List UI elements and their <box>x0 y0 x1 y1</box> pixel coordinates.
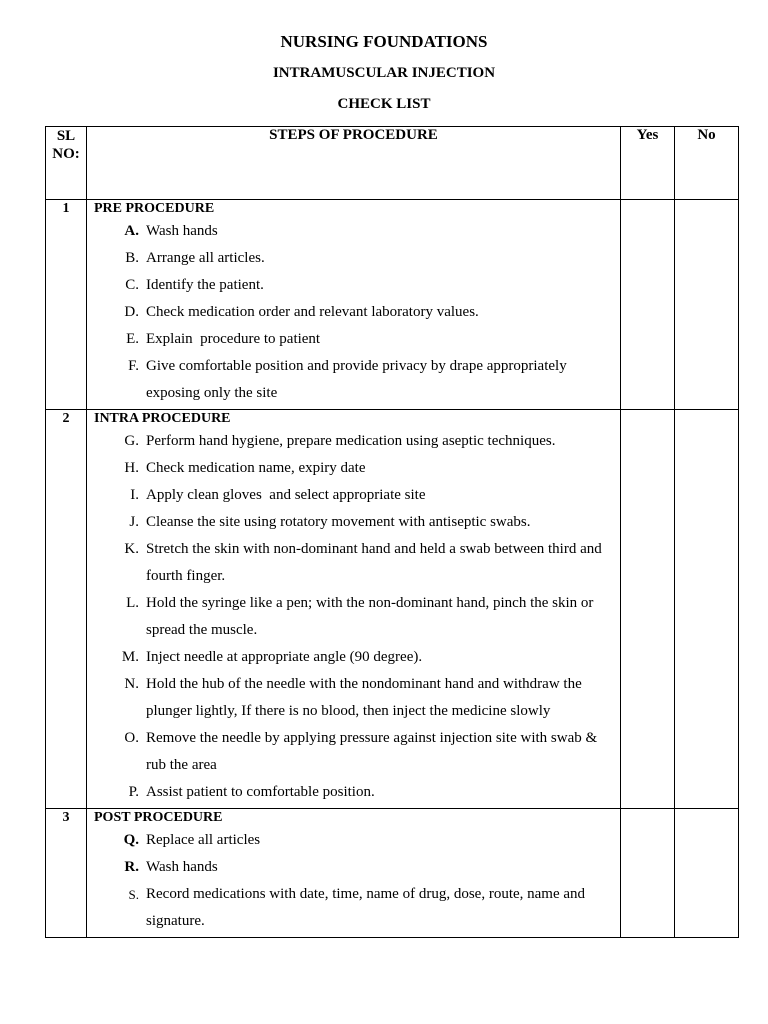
step-letter: E. <box>126 331 139 347</box>
step-letter: C. <box>125 277 139 293</box>
step-letter: A. <box>124 223 139 239</box>
step-list <box>87 428 620 808</box>
section-number: 2 <box>46 410 87 809</box>
step-text: Hold the syringe like a pen; with the non-dominant hand, pinch the skin or spread the muscle. <box>146 595 594 638</box>
step-letter: J. <box>129 514 139 530</box>
step-letter: S. <box>128 887 139 902</box>
step-text: Apply clean gloves and select appropriate site <box>146 487 426 503</box>
list-item <box>87 353 620 407</box>
step-text: Assist patient to comfortable position. <box>146 784 375 800</box>
step-text: Wash hands <box>146 859 218 875</box>
list-item <box>87 245 620 272</box>
section-steps-cell <box>87 410 621 809</box>
yes-checkbox-cell[interactable] <box>621 410 675 809</box>
table-row <box>46 809 739 938</box>
step-letter: F. <box>128 358 139 374</box>
step-text: Check medication name, expiry date <box>146 460 366 476</box>
step-letter: D. <box>124 304 139 320</box>
list-item <box>87 881 620 935</box>
yes-checkbox-cell[interactable] <box>621 809 675 938</box>
section-title: PRE PROCEDURE <box>94 201 215 216</box>
list-item <box>87 590 620 644</box>
step-text: Wash hands <box>146 223 218 239</box>
step-letter: H. <box>124 460 139 476</box>
section-steps-cell <box>87 200 621 410</box>
document-subtitle-checklist: CHECK LIST <box>337 96 431 112</box>
table-row <box>46 410 739 809</box>
table-header-row <box>46 127 739 200</box>
step-text: Identify the patient. <box>146 277 264 293</box>
list-item <box>87 299 620 326</box>
step-text: Perform hand hygiene, prepare medication using aseptic techniques. <box>146 433 556 449</box>
list-item <box>87 671 620 725</box>
step-text: Stretch the skin with non-dominant hand and held a swab between third and fourth finger. <box>146 541 602 584</box>
step-letter: L. <box>126 595 139 611</box>
step-letter: P. <box>128 784 139 800</box>
section-title: INTRA PROCEDURE <box>94 411 231 426</box>
list-item <box>87 428 620 455</box>
step-letter: N. <box>124 676 139 692</box>
list-item <box>87 326 620 353</box>
step-text: Give comfortable position and provide privacy by drape appropriately exposing only the site <box>146 358 567 401</box>
list-item <box>87 725 620 779</box>
list-item <box>87 779 620 806</box>
section-steps-cell <box>87 809 621 938</box>
step-text: Record medications with date, time, name of drug, dose, route, name and signature. <box>146 886 586 929</box>
list-item <box>87 482 620 509</box>
document-title: NURSING FOUNDATIONS <box>280 32 488 51</box>
section-number: 1 <box>46 200 87 410</box>
checklist-table <box>45 126 739 938</box>
header-steps: STEPS OF PROCEDURE <box>87 127 621 200</box>
yes-checkbox-cell[interactable] <box>621 200 675 410</box>
list-item <box>87 854 620 881</box>
document-subtitle: INTRAMUSCULAR INJECTION <box>272 65 496 81</box>
section-title: POST PROCEDURE <box>94 810 223 825</box>
step-list <box>87 827 620 937</box>
step-list <box>87 218 620 409</box>
step-text: Cleanse the site using rotatory movement with antiseptic swabs. <box>146 514 531 530</box>
step-letter: O. <box>124 730 139 746</box>
step-letter: I. <box>130 487 139 503</box>
table-row <box>46 200 739 410</box>
list-item <box>87 455 620 482</box>
step-letter: M. <box>121 649 139 665</box>
step-text: Explain procedure to patient <box>146 331 321 347</box>
list-item <box>87 509 620 536</box>
step-letter: Q. <box>123 832 139 848</box>
step-text: Hold the hub of the needle with the nondominant hand and withdraw the plunger lightly, If there is no blood, then inject the medicine slowly <box>146 676 582 719</box>
no-checkbox-cell[interactable] <box>675 200 739 410</box>
header-yes: Yes <box>621 127 675 200</box>
no-checkbox-cell[interactable] <box>675 410 739 809</box>
step-letter: G. <box>124 433 139 449</box>
list-item <box>87 644 620 671</box>
no-checkbox-cell[interactable] <box>675 809 739 938</box>
header-no: No <box>675 127 739 200</box>
step-text: Replace all articles <box>146 832 261 848</box>
list-item <box>87 536 620 590</box>
list-item <box>87 218 620 245</box>
step-letter: R. <box>124 859 139 875</box>
step-letter: B. <box>125 250 139 266</box>
header-sl-no <box>46 127 87 200</box>
step-text: Arrange all articles. <box>146 250 265 266</box>
step-text: Check medication order and relevant laboratory values. <box>146 304 479 320</box>
step-text: Remove the needle by applying pressure against injection site with swab & rub the area <box>146 730 598 773</box>
list-item <box>87 827 620 854</box>
step-letter: K. <box>124 541 139 557</box>
header-sl-no-label: SL NO: <box>52 128 80 162</box>
list-item <box>87 272 620 299</box>
section-number: 3 <box>46 809 87 938</box>
step-text: Inject needle at appropriate angle (90 degree). <box>146 649 423 665</box>
